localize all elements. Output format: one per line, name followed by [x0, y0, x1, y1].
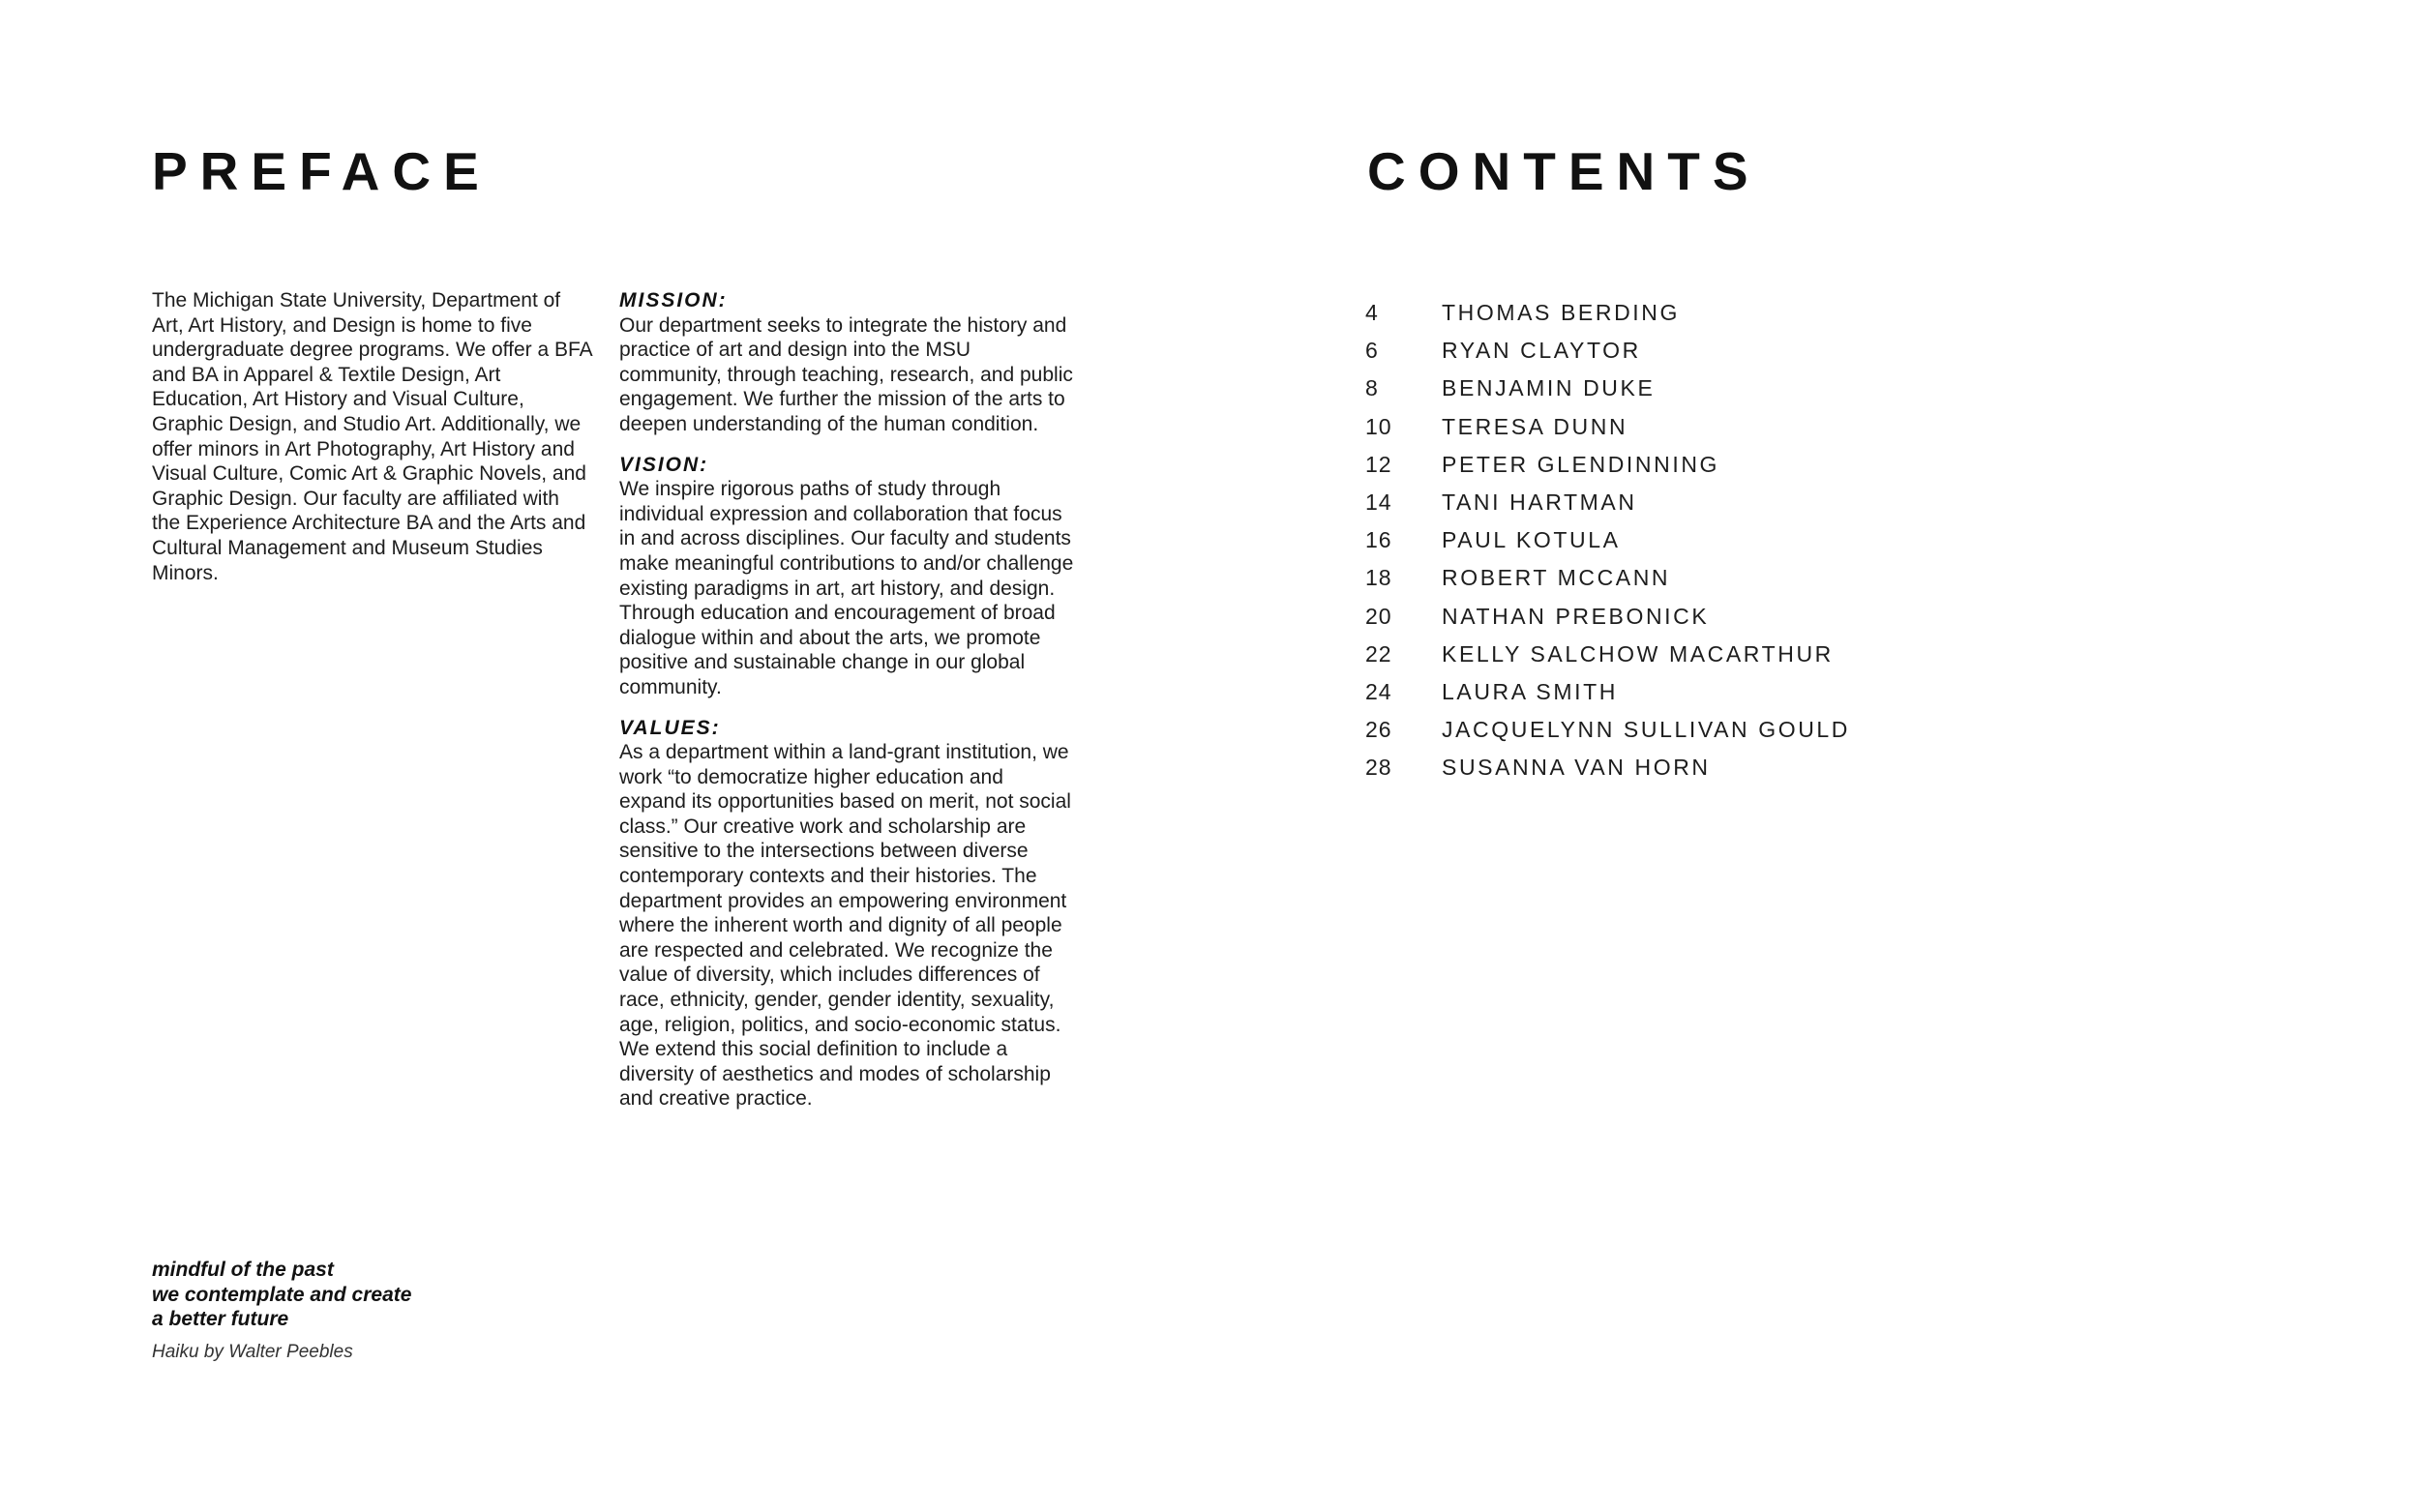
preface-intro: The Michigan State University, Department of Art, Art History, and Design is home to five undergraduate degree programs. We offer a BFA and BA in Apparel & Textile Design, Art Education, Art History and Visual Culture, Graphic Design, and Studio Art. Additionally, we offer minors in Art Photography, Art History and Visual Culture, Comic Art & Graphic Novels, and Graphic Design. Our faculty are affiliated with the Experience Architecture BA and the Arts and Cultural Management and Museum Studies Minors. — [152, 289, 592, 584]
toc-artist-name: LAURA SMITH — [1442, 678, 1618, 704]
haiku-line: a better future — [152, 1308, 289, 1331]
toc-artist-name: ROBERT MCCANN — [1442, 565, 1671, 591]
haiku-credit: Haiku by Walter Peebles — [152, 1341, 353, 1362]
toc-entry[interactable] — [1365, 711, 2043, 749]
toc-page-number: 12 — [1365, 451, 1392, 477]
vision-text: We inspire rigorous paths of study through individual expression and collaboration that focus in and across disciplines. Our faculty and students make meaningful contributions to and/or challenge existing paradigms in art, art history, and design. Through education and encouragement of broad dialogue within and about the arts, we promote positive and sustainable change in our global community. — [619, 478, 1074, 698]
toc-artist-name: SUSANNA VAN HORN — [1442, 755, 1711, 781]
toc-page-number: 28 — [1365, 755, 1392, 781]
toc-entry[interactable] — [1365, 408, 2043, 446]
toc-artist-name: PETER GLENDINNING — [1442, 451, 1720, 477]
toc-entry[interactable] — [1365, 559, 2043, 597]
toc-page-number: 24 — [1365, 678, 1392, 704]
toc-entry[interactable] — [1365, 636, 2043, 673]
mission-text: Our department seeks to integrate the history and practice of art and design into the MSU community, through teaching, research, and public engagement. We further the mission of the arts to deepen understanding of the human condition. — [619, 313, 1073, 435]
toc-page-number: 4 — [1365, 300, 1379, 326]
contents-title: CONTENTS — [1367, 141, 1761, 201]
mission-vision-values — [619, 288, 1074, 1127]
toc-page-number: 10 — [1365, 413, 1392, 439]
toc-page-number: 22 — [1365, 640, 1392, 667]
toc-artist-name: KELLY SALCHOW MACARTHUR — [1442, 640, 1834, 667]
toc-entry[interactable] — [1365, 673, 2043, 711]
haiku-line: mindful of the past — [152, 1259, 334, 1281]
toc-artist-name: JACQUELYNN SULLIVAN GOULD — [1442, 717, 1851, 743]
toc-page-number: 8 — [1365, 375, 1379, 401]
toc-entry[interactable] — [1365, 598, 2043, 636]
toc-entry[interactable] — [1365, 294, 2043, 332]
mission-heading: MISSION: — [619, 289, 728, 311]
toc-entry[interactable] — [1365, 521, 2043, 559]
toc-page-number: 14 — [1365, 489, 1392, 516]
toc-page-number: 18 — [1365, 565, 1392, 591]
toc-page-number: 16 — [1365, 527, 1392, 553]
table-of-contents — [1365, 294, 2043, 786]
toc-entry[interactable] — [1365, 370, 2043, 407]
toc-entry[interactable] — [1365, 749, 2043, 786]
toc-entry[interactable] — [1365, 332, 2043, 370]
toc-page-number: 20 — [1365, 603, 1392, 629]
toc-artist-name: NATHAN PREBONICK — [1442, 603, 1710, 629]
toc-artist-name: BENJAMIN DUKE — [1442, 375, 1656, 401]
toc-artist-name: THOMAS BERDING — [1442, 300, 1680, 326]
haiku — [152, 1258, 539, 1363]
vision-heading: VISION: — [619, 453, 709, 476]
values-text: As a department within a land-grant institution, we work “to democratize higher education and expand its opportunities based on merit, not social class.” Our creative work and scholarship are sensitive to the intersections between diverse contemporary contexts and their histories. The department provides an empowering environment where the inherent worth and dignity of all people are respected and celebrated. We recognize the value of diversity, which includes differences of race, ethnicity, gender, gender identity, sexuality, age, religion, politics, and socio-economic status. We extend this social definition to include a diversity of aesthetics and modes of scholarship and creative practice. — [619, 741, 1071, 1111]
toc-entry[interactable] — [1365, 484, 2043, 521]
toc-artist-name: RYAN CLAYTOR — [1442, 338, 1641, 364]
toc-artist-name: PAUL KOTULA — [1442, 527, 1621, 553]
values-heading: VALUES: — [619, 716, 721, 739]
haiku-line: we contemplate and create — [152, 1283, 412, 1306]
toc-artist-name: TERESA DUNN — [1442, 413, 1628, 439]
toc-artist-name: TANI HARTMAN — [1442, 489, 1637, 516]
preface-title: PREFACE — [152, 141, 492, 201]
toc-entry[interactable] — [1365, 446, 2043, 484]
toc-page-number: 26 — [1365, 717, 1392, 743]
toc-page-number: 6 — [1365, 338, 1379, 364]
